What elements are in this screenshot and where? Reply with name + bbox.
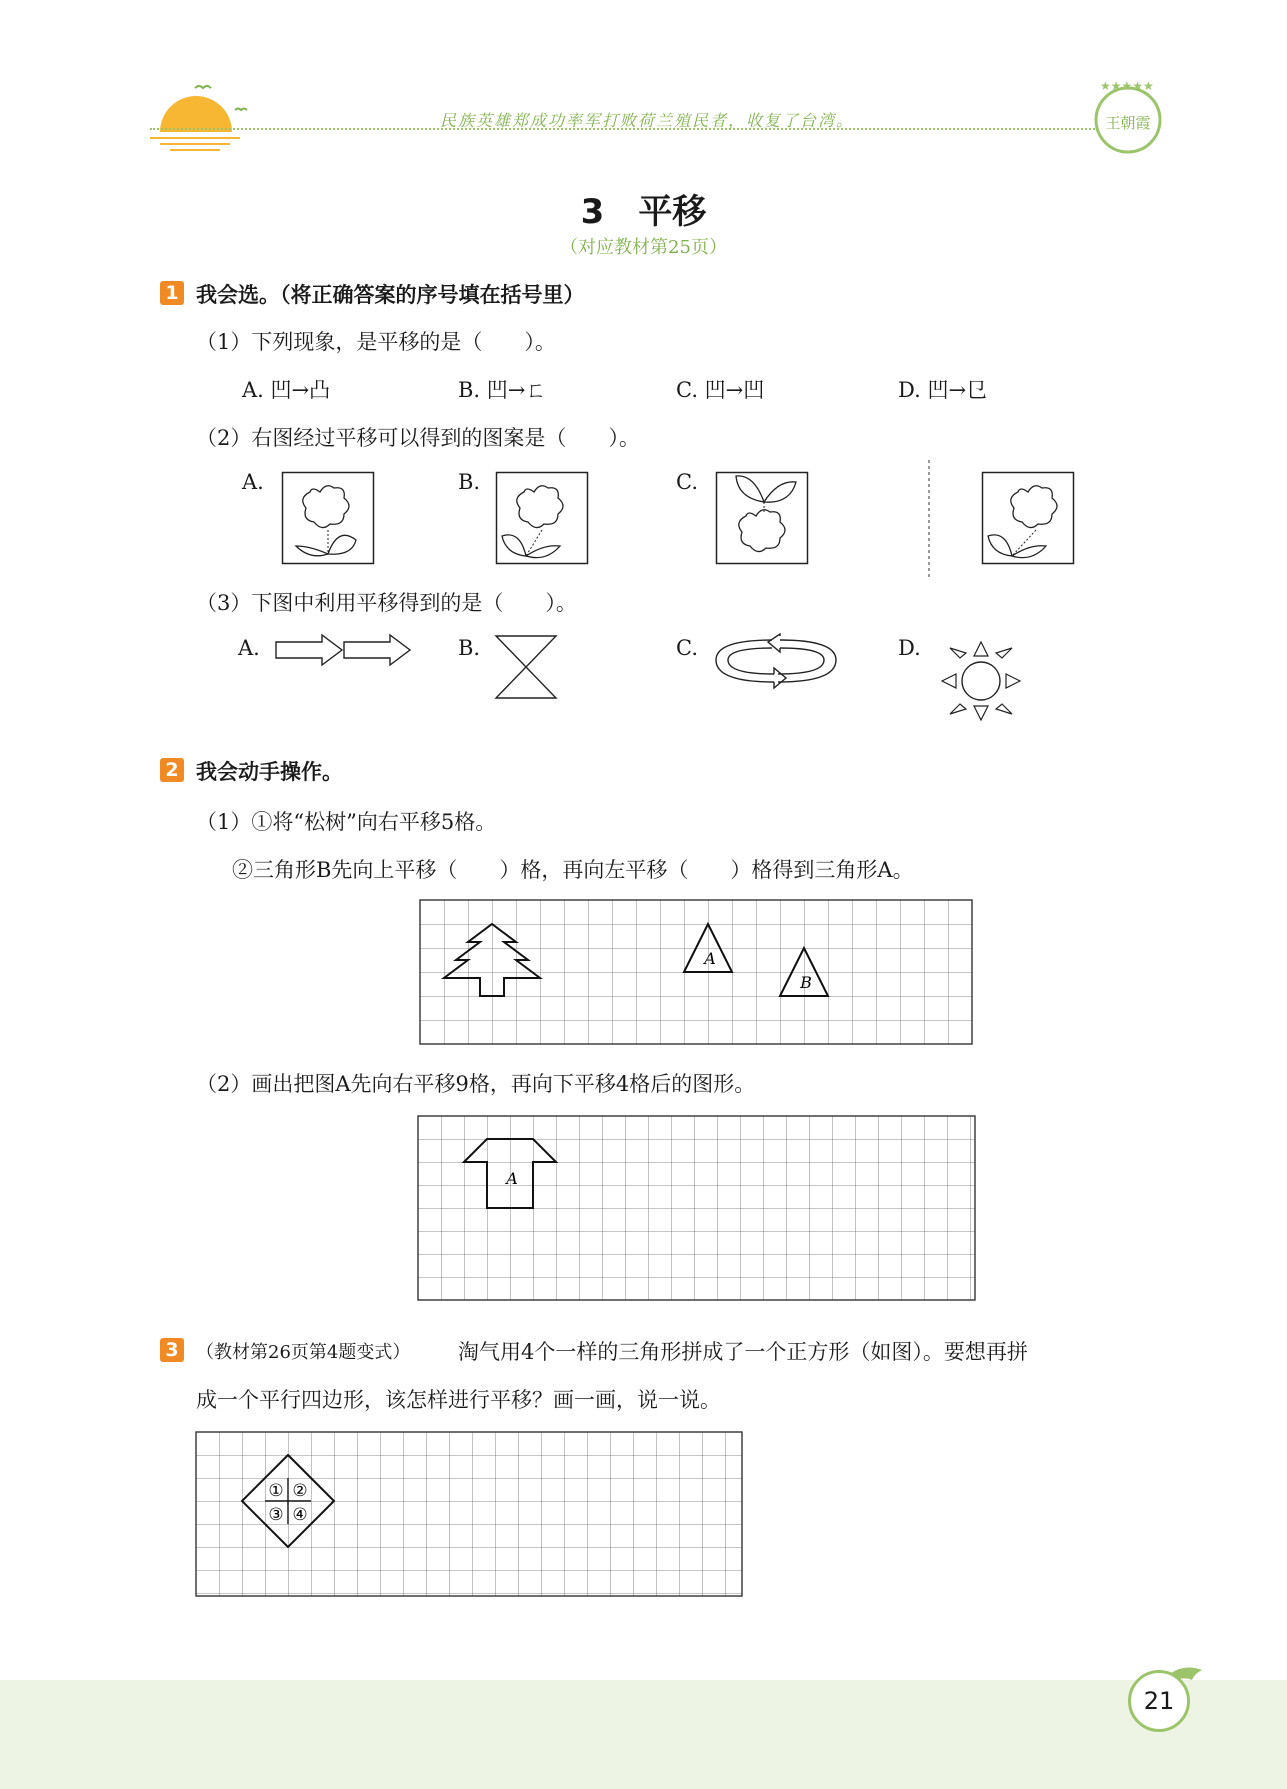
brand-seal-text: 王朝霞 — [1105, 114, 1151, 132]
grid-2 — [418, 1116, 978, 1302]
svg-text:★★★★★: ★★★★★ — [1100, 79, 1154, 93]
page-title: 3 平移 — [580, 192, 707, 232]
piece-4-label: ④ — [292, 1505, 308, 1525]
flower-figure-c — [716, 472, 808, 564]
q1-2-option-c: C. — [676, 470, 698, 494]
q1-1-option-b: B. 凹→ㄈ — [458, 378, 547, 402]
page-subtitle: （对应教材第25页） — [560, 237, 727, 258]
q1-2-option-b: B. — [458, 470, 481, 494]
triangle-a-label: A — [704, 949, 716, 968]
page-number: 21 — [1128, 1670, 1190, 1732]
sun-figure — [936, 636, 1026, 726]
piece-3-label: ③ — [268, 1505, 284, 1525]
q1-1-option-c: C. 凹→凹 — [676, 378, 765, 402]
rotating-arrows-figure — [714, 634, 840, 690]
question-1-2: （2）右图经过平移可以得到的图案是（ ）。 — [196, 426, 640, 450]
flower-figure-a — [282, 472, 374, 564]
q1-3-option-d: D. — [898, 636, 921, 660]
question-3-source: （教材第26页第4题变式） — [196, 1342, 411, 1363]
piece-2-label: ② — [292, 1481, 308, 1501]
section1-title: 我会选。（将正确答案的序号填在括号里） — [196, 283, 585, 307]
triangle-b-label: B — [800, 973, 812, 992]
brand-seal — [1088, 78, 1168, 158]
question-3-line1: 淘气用4个一样的三角形拼成了一个正方形（如图）。要想再拼 — [458, 1340, 1028, 1364]
flower-figure-reference — [982, 472, 1074, 564]
q1-1-option-d: D. 凹→㔾 — [898, 378, 988, 402]
section1-number: 1 — [160, 281, 184, 305]
grid-1 — [420, 900, 974, 1046]
question-2-1b: ②三角形B先向上平移（ ）格，再向左平移（ ）格得到三角形A。 — [232, 858, 914, 882]
flower-figure-b — [496, 472, 588, 564]
sun-logo — [150, 80, 250, 150]
arrows-figure — [274, 632, 414, 668]
q1-3-option-a: A. — [238, 636, 260, 660]
q1-3-option-b: B. — [458, 636, 481, 660]
section2-title: 我会动手操作。 — [196, 760, 343, 784]
q1-1-option-a: A. 凹→凸 — [242, 378, 331, 402]
section2-number: 2 — [160, 758, 184, 782]
question-1-3: （3）下图中利用平移得到的是（ ）。 — [196, 591, 577, 615]
shape-a-label: A — [506, 1169, 518, 1188]
question-3-line2: 成一个平行四边形，该怎样进行平移？画一画，说一说。 — [196, 1388, 721, 1412]
piece-1-label: ① — [268, 1481, 284, 1501]
hourglass-figure — [494, 634, 560, 700]
question-1-1: （1）下列现象，是平移的是（ ）。 — [196, 330, 556, 354]
footer-band — [0, 1680, 1287, 1789]
header-motto: 民族英雄郑成功率军打败荷兰殖民者，收复了台湾。 — [440, 111, 855, 130]
question-2-2: （2）画出把图A先向右平移9格，再向下平移4格后的图形。 — [196, 1072, 756, 1096]
vertical-divider — [928, 460, 930, 580]
q1-2-option-a: A. — [242, 470, 264, 494]
grid-3 — [196, 1432, 746, 1600]
section3-number: 3 — [160, 1338, 184, 1362]
q1-3-option-c: C. — [676, 636, 698, 660]
question-2-1a: （1）①将“松树”向右平移5格。 — [196, 810, 497, 834]
